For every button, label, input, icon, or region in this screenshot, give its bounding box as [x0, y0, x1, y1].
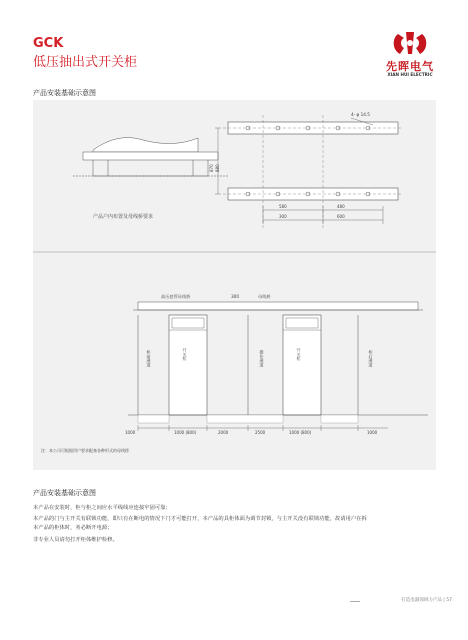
page-number: 57 [446, 598, 452, 603]
diagram-panel [33, 100, 436, 470]
hole-label: 4- φ 14.5 [351, 112, 370, 117]
title-en: GCK [33, 36, 64, 51]
top-caption: 产品户内布置及母线桥要求 [93, 214, 154, 220]
bottom-dim-0: 1000 [125, 430, 136, 435]
plan-dim-bottom-1: 600 [337, 214, 345, 219]
footer: 打造电器领域力产品 | 57 [401, 598, 452, 603]
height-dim-0: 870 [209, 164, 214, 172]
cab-label-1: 开关柜 [182, 348, 188, 361]
body-line-3: 非专业人员请勿打开柜体维护检修。 [33, 537, 118, 543]
plan-dim-top-1: 480 [337, 204, 345, 209]
body-line-0: 本产品在安装时，柜与柜之间应水平线线应连接牢固可靠； [33, 505, 171, 511]
plan-dim-top-0: 580 [279, 204, 287, 209]
plan-dim-bottom-0: 300 [279, 214, 287, 219]
bottom-dim-1: 1000 (800) [174, 430, 197, 435]
body-line-1: 本产品的门与主开关有联锁功能，即只有在断电的情况下门才可能打开，本产品的具柜体面为调节封锁，与主开关没有联锁功能，故请用户在拆 [33, 516, 367, 522]
cab-label-0: 柜前通道 [146, 350, 152, 367]
section-title-2: 产品安装基础示意图 [33, 489, 96, 497]
installation-diagram [33, 100, 436, 470]
bridge-label-right: 母线桥 [258, 294, 271, 299]
title-cn: 低压抽出式开关柜 [33, 55, 138, 70]
bridge-label-left: 高压套管母线桥 [161, 294, 191, 299]
bottom-dim-3: 2500 [255, 430, 266, 435]
bottom-dim-5: 1000 [367, 430, 378, 435]
bottom-dim-4: 1000 (800) [289, 430, 312, 435]
diagram-note: 注：本公司可根据用户要求配备各种形式的母线桥 [41, 448, 129, 453]
cab-label-3: 开关柜 [296, 348, 302, 361]
footer-rule [350, 601, 360, 602]
section-title-1: 产品安装基础示意图 [33, 89, 96, 97]
logo-text-cn: 先晖电气 [386, 60, 434, 73]
bottom-dim-2: 2000 [218, 430, 229, 435]
cab-label-2: 操作通道 [259, 350, 265, 367]
logo-text-en: XIAN HUI ELECTRIC [387, 72, 433, 77]
body-line-2: 本产品的柜体时，务必断开电源； [33, 525, 113, 531]
bridge-value: 300 [231, 294, 239, 299]
cab-label-4: 柜后通道 [368, 350, 374, 367]
height-dim-1: 880 [215, 164, 220, 172]
footer-text: 打造电器领域力产品 [401, 598, 442, 603]
